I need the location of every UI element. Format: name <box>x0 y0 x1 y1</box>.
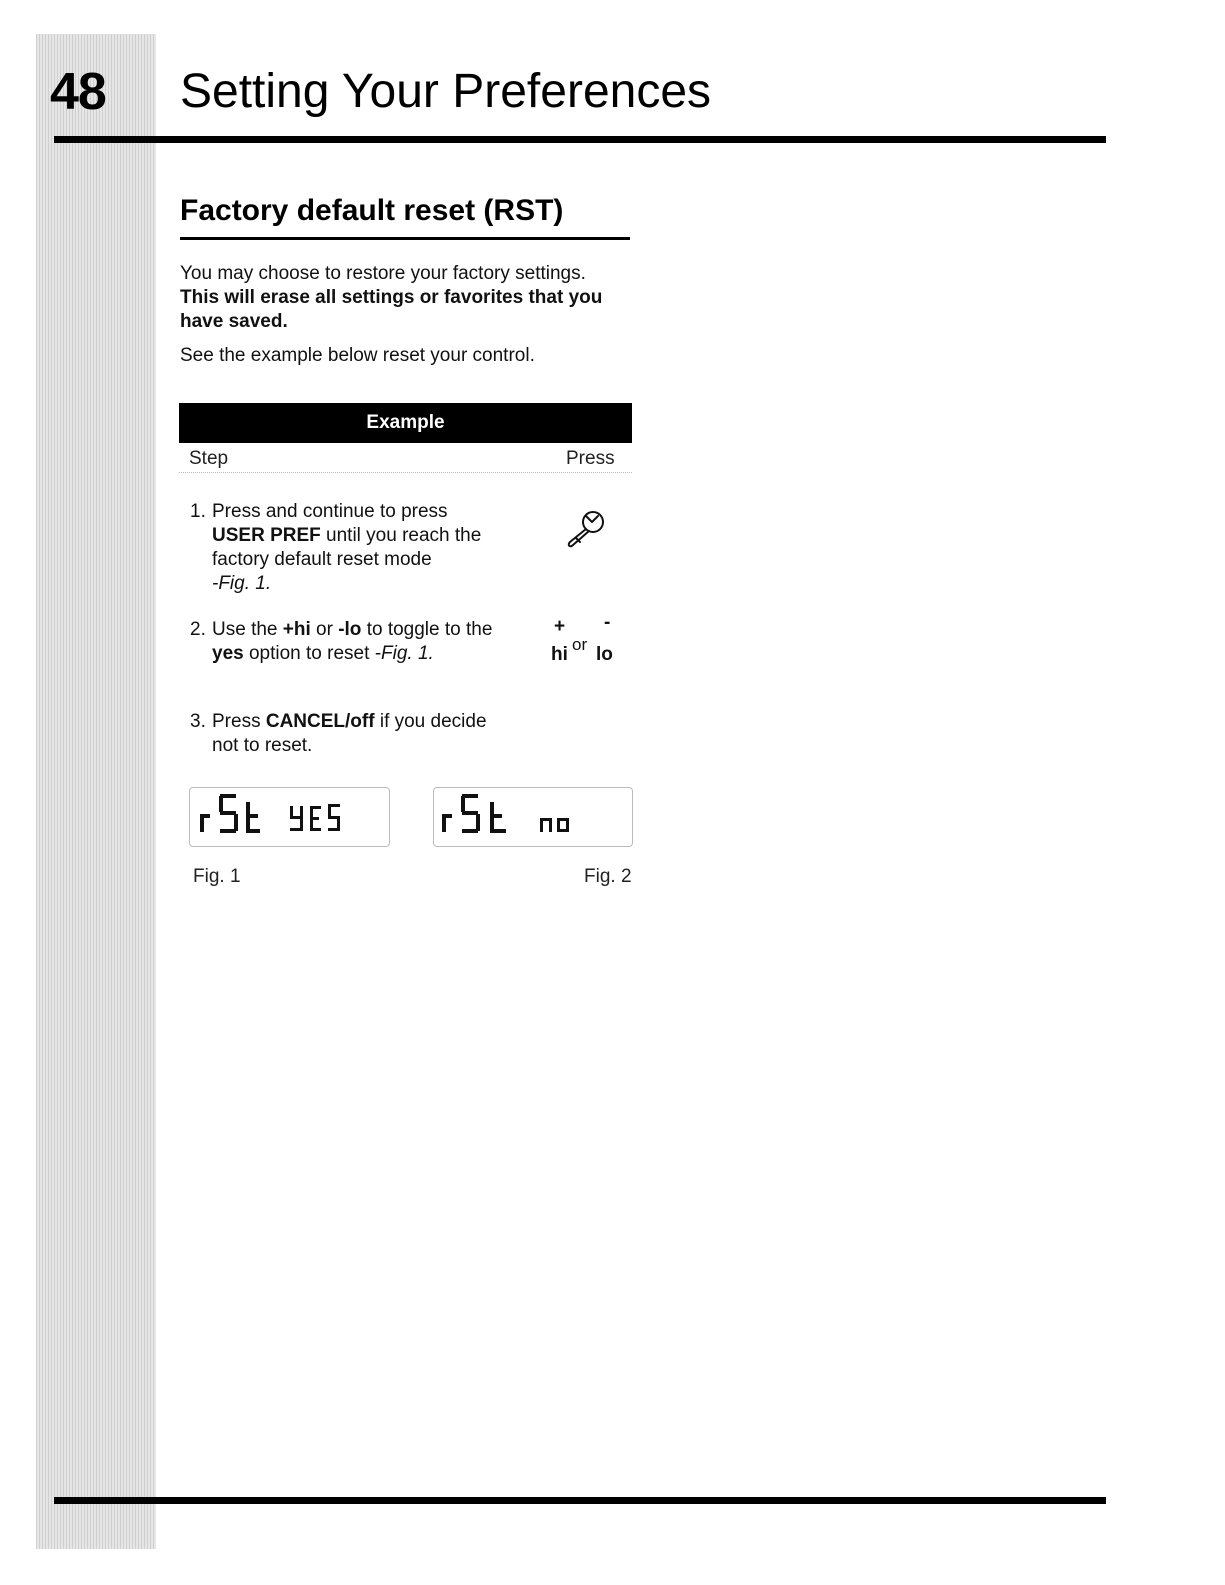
wrench-icon <box>562 508 608 550</box>
step-number: 2. <box>190 619 206 640</box>
seven-segment-rst-no <box>434 788 632 846</box>
lo-key-label: lo <box>596 644 613 665</box>
fig2-caption: Fig. 2 <box>584 866 632 887</box>
plus-sign: + <box>554 616 566 637</box>
page-number: 48 <box>50 63 106 121</box>
top-rule <box>54 136 1106 143</box>
cancel-off-keyword: CANCEL/off <box>265 711 375 732</box>
step-2 <box>190 618 510 666</box>
example-header: Example <box>179 403 632 443</box>
warning-text: This will erase all settings or favorites that you have saved. <box>180 287 603 332</box>
step-text-part: option to reset <box>243 643 375 664</box>
hi-keyword: +hi <box>282 619 311 640</box>
section-rule <box>180 237 630 240</box>
step-text-part: to toggle to the <box>361 619 493 640</box>
step-text <box>212 500 510 596</box>
step-text-part: Press <box>212 711 266 732</box>
intro-text <box>180 262 640 368</box>
intro-line: You may choose to restore your factory settings. <box>180 263 586 284</box>
lo-keyword: -lo <box>338 619 362 640</box>
user-pref-keyword: USER PREF <box>212 525 321 546</box>
minus-sign: - <box>604 612 611 633</box>
bottom-rule <box>54 1497 1106 1504</box>
step-text <box>212 618 510 666</box>
see-example-text: See the example below reset your control. <box>180 345 535 366</box>
side-strip <box>36 34 156 1549</box>
seven-segment-rst-yes <box>190 788 389 846</box>
step-text-part: Press and continue to press <box>212 501 448 522</box>
figure-reference: -Fig. 1. <box>374 643 434 664</box>
step-3 <box>190 710 510 758</box>
page-title: Setting Your Preferences <box>180 65 712 118</box>
section-heading: Factory default reset (RST) <box>180 194 564 227</box>
step-1 <box>190 500 510 596</box>
step-number: 3. <box>190 711 206 732</box>
step-number: 1. <box>190 501 206 522</box>
step-text-part: or <box>310 619 339 640</box>
column-divider <box>179 472 632 474</box>
yes-keyword: yes <box>212 643 244 664</box>
column-press: Press <box>566 448 615 469</box>
step-text-part: until you reach the factory default reset mode <box>212 525 482 570</box>
hi-or-lo-keys <box>548 612 628 672</box>
figure-reference: -Fig. 1. <box>212 573 272 594</box>
or-label: or <box>572 635 588 654</box>
fig1-caption: Fig. 1 <box>193 866 241 887</box>
step-text-part: Use the <box>212 619 283 640</box>
fig1-display <box>189 787 390 847</box>
step-text <box>212 710 510 758</box>
column-step: Step <box>189 448 229 469</box>
hi-key-label: hi <box>551 644 568 665</box>
fig2-display <box>433 787 633 847</box>
step-text-part: if you decide not to reset. <box>212 711 487 756</box>
